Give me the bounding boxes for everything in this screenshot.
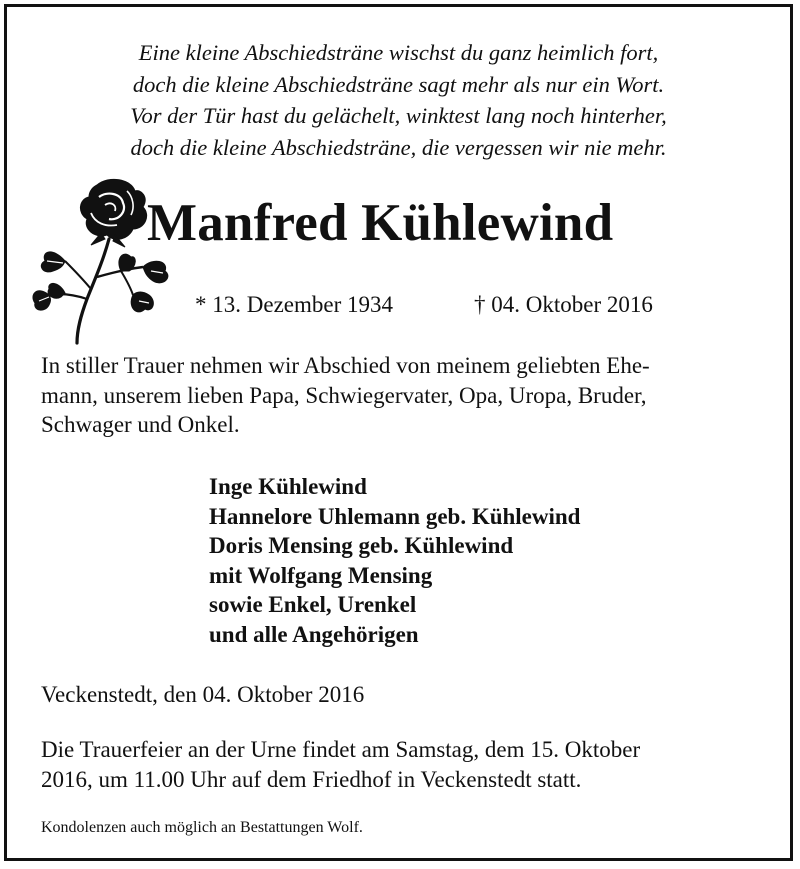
deceased-name: Manfred Kühlewind [147, 194, 614, 252]
poem-line: doch die kleine Abschiedsträne sagt mehr als nur ein Wort. [132, 71, 665, 97]
death-date: † 04. Oktober 2016 [474, 292, 653, 317]
intro-text [41, 351, 776, 440]
intro-line: Schwager und Onkel. [41, 412, 240, 437]
obituary-frame [4, 4, 793, 861]
mourner: sowie Enkel, Urenkel [209, 592, 417, 617]
condolences-note: Kondolenzen auch möglich an Bestattungen Wolf. [41, 819, 363, 836]
mourner: Doris Mensing geb. Kühlewind [209, 533, 514, 558]
mourners-list [209, 472, 580, 649]
mourner: Inge Kühlewind [209, 474, 367, 499]
mourner: und alle Angehörigen [209, 621, 419, 647]
birth-date: * 13. Dezember 1934 [195, 292, 393, 317]
service-info [41, 735, 640, 794]
mourner: Hannelore Uhlemann geb. Kühlewind [209, 503, 581, 529]
poem-line: Vor der Tür hast du gelächelt, winktest lang noch hinterher, [130, 103, 667, 128]
poem [7, 37, 790, 163]
intro-line: In stiller Trauer nehmen wir Abschied von meinem geliebten Ehe- [41, 353, 650, 378]
service-line: 2016, um 11.00 Uhr auf dem Friedhof in Veckenstedt statt. [41, 766, 582, 792]
service-line: Die Trauerfeier an der Urne findet am Samstag, dem 15. Oktober [41, 737, 641, 762]
intro-line: mann, unserem lieben Papa, Schwiegervater, Opa, Uropa, Bruder, [41, 382, 647, 408]
poem-line: Eine kleine Abschiedsträne wischst du ganz heimlich fort, [138, 40, 659, 65]
poem-line: doch die kleine Abschiedsträne, die vergessen wir nie mehr. [130, 134, 667, 160]
mourner: mit Wolfgang Mensing [209, 562, 433, 588]
place-date: Veckenstedt, den 04. Oktober 2016 [41, 682, 365, 707]
